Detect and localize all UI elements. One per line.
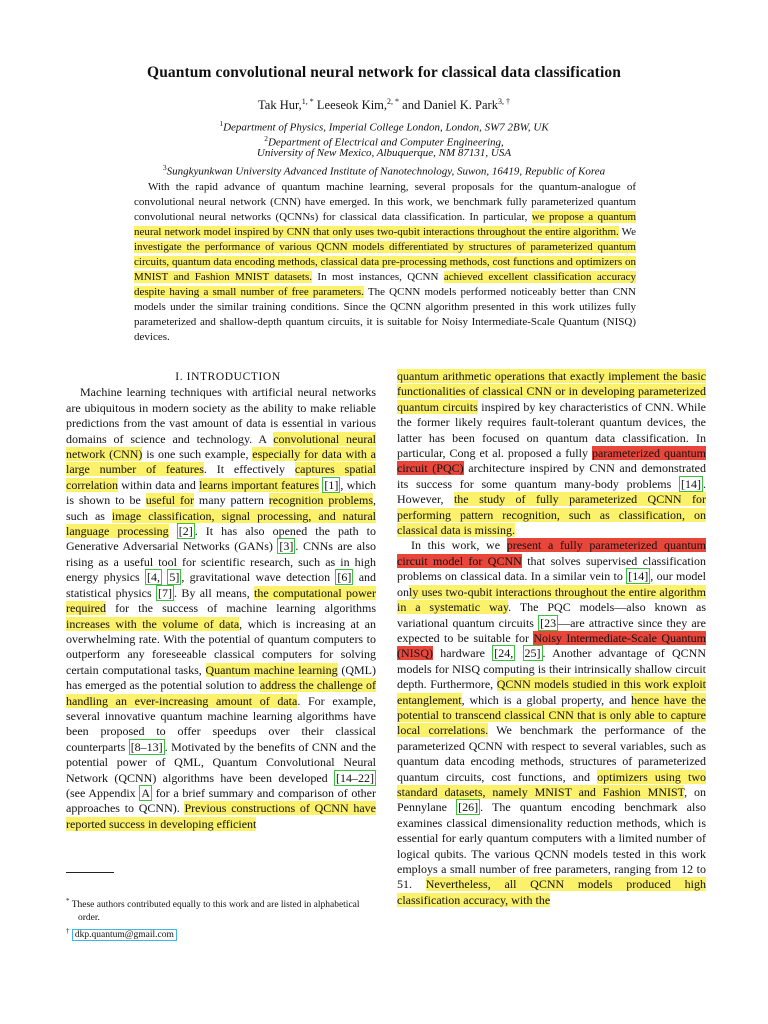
highlight-red: Noisy Intermediate-Scale Quantum (NISQ) <box>397 630 706 661</box>
citation-link[interactable]: [26] <box>458 800 479 815</box>
highlight: Nevertheless, all QCNN models produced high classification accuracy, with the <box>397 877 706 907</box>
citation-link[interactable]: [4, <box>147 570 161 585</box>
citation-link[interactable]: [23 <box>540 615 557 630</box>
citation-link[interactable]: [1] <box>324 477 339 492</box>
author-1: Tak Hur, <box>258 98 302 113</box>
highlight: address the challenge of handling an ever-increasing amount of data <box>66 678 376 708</box>
highlight: Quantum machine learning <box>205 662 338 677</box>
citation-link[interactable]: [7] <box>158 585 173 600</box>
affiliation-3: $^3$Sungkyunkwan University Advanced Institute of Nanotechnology, Suwon, 16419, Republic of Korea <box>162 163 606 178</box>
highlight: captures spatial correlation <box>66 462 376 492</box>
affiliation-2: $^2$Department of Electrical and Computer Engineering, <box>264 134 504 149</box>
highlight: quantum arithmetic operations that exactly implement the basic functionalities of classical CNN or in developing parameterized quantum circuits <box>397 369 706 414</box>
highlight: recognition problems <box>268 493 374 508</box>
author-2: Leeseok Kim, <box>316 98 388 113</box>
email-link[interactable]: dkp.quantum@gmail.com <box>72 929 177 941</box>
author-line <box>0 97 768 113</box>
intro-paragraph: Machine learning techniques with artificial neural networks are ubiquitous in modern society as the ability to make reliable predictions from the vast amount of data is essential in various domains of science and technology. A convolutional neural network (CNN) is one such example, especially for data with a large number of features. It effectively captures spatial correlation within data and learns important features [1] , which is shown to be useful for many pattern recognition problems, such as image classification, signal processing, and natural language processing [2] . It has also opened the path to Generative Adversarial Networks (GANs) [3] . CNNs are also rising as a useful tool for scientific research, such as in high energy physics [4, 5] , gravitational wave detection [6] and statistical physics [7] . By all means, the computational power required for the success of machine learning algorithms increases with the volume of data, which is increasing at an overwhelming rate. With the potential of quantum computers to outperform any foreseeable classical computers for solving certain computational tasks, Quantum machine learning (QML) has emerged as the potential solution to address the challenge of handling an ever-increasing amount of data. For example, several innovative quantum machine learning algorithms have been proposed to offer speedups over their classical counterparts [8–13] . Motivated by the benefits of CNN and the potential power of QML, Quantum Convolutional Neural Network (QCNN) algorithms have been developed [14–22] (see Appendix A for a brief summary and comparison of other approaches to QCNN). Previous constructions of QCNN have reported success in developing efficient <box>66 385 377 831</box>
highlight-red: present a fully parameterized quantum circuit model for QCNN <box>397 538 706 568</box>
appendix-link[interactable]: A <box>141 785 151 800</box>
highlight: investigate the performance of various QCNN models differentiated by structures of parameterized quantum circuits, quantum data encoding methods, classical data pre-processing methods, cost functions and optimizers on MNIST and Fashion MNIST datasets. <box>134 241 636 283</box>
citation-link[interactable]: [14] <box>628 569 649 584</box>
highlight: image classification, signal processing, and natural language processing <box>66 508 376 539</box>
citation-link[interactable]: [3] <box>279 539 294 554</box>
footnote-equal-contribution: * These authors contributed equally to this work and are listed in alphabetical order. <box>66 897 360 923</box>
paper-title: Quantum convolutional neural network for classical data classification <box>147 64 621 81</box>
abstract: With the rapid advance of quantum machine learning, several proposals for the quantum-analogue of convolutional neural network (CNN) have emerged. In this work, we benchmark fully parameterized quantum convolutional neural networks (QCNNs) for classical data classification. In particular, we propose a quantum neural network model inspired by CNN that only uses two-qubit interactions throughout the entire algorithm. We investigate the performance of various QCNN models differentiated by structures of parameterized quantum circuits, quantum data encoding methods, classical data pre-processing methods, cost functions and optimizers on MNIST and Fashion MNIST datasets. In most instances, QCNN achieved excellent classification accuracy despite having a small number of free parameters. The QCNN models performed noticeably better than CNN models under the similar training conditions. Since the QCNN algorithm presented in this work utilizes fully parameterized and shallow-depth quantum circuits, it is suitable for Noisy Intermediate-Scale Quantum (NISQ) devices. <box>134 181 637 343</box>
author-3-marker: 3, † <box>497 97 510 106</box>
highlight: achieved excellent classification accuracy despite having a small number of free parameters. <box>134 271 636 298</box>
highlight: optimizers using two standard datasets, namely MNIST and Fashion MNIST <box>397 769 706 799</box>
work-paragraph: In this work, we present a fully parameterized quantum circuit model for QCNN that solves supervised classification problems on classical data. In a similar vein to [14] , our model only uses two-qubit interactions throughout the entire algorithm in a systematic way. The PQC models—also known as variational quantum circuits [23 —are attractive since they are expected to be suitable for Noisy Intermediate-Scale Quantum (NISQ) hardware [24, 25] . Another advantage of QCNN models for NISQ computing is their intrinsically shallow circuit depth. Furthermore, QCNN models studied in this work exploit entanglement, which is a global property, and hence have the potential to transcend classical CNN that is only able to capture local correlations. We benchmark the performance of the parameterized QCNN with respect to several variables, such as quantum data encoding methods, structures of parameterized quantum circuits, cost functions, and optimizers using two standard datasets, namely MNIST and Fashion MNIST, on Pennylane [26] . The quantum encoding benchmark also examines classical dimensionality reduction methods, which is essential for early quantum computers with a limited number of logical qubits. The various QCNN models tested in this work employs a small number of free parameters, ranging from 12 to 51. Nevertheless, all QCNN models produced high classification accuracy, with the <box>397 538 707 907</box>
footnote-rule <box>66 872 114 873</box>
highlight: the computational power required <box>66 585 377 616</box>
citation-link[interactable]: [2] <box>178 524 193 539</box>
highlight: hence have the potential to transcend classical CNN that is only able to capture local correlations. <box>397 692 706 738</box>
intro-paragraph-cont: quantum arithmetic operations that exactly implement the basic functionalities of classical CNN or in developing parameterized quantum circuits inspired by key characteristics of CNN. While the former likely requires fault-tolerant quantum devices, the latter has been focused on quantum data classification. In particular, Cong et al. proposed a fully parameterized quantum circuit (PQC) architecture inspired by CNN and demonstrated its success for some quantum many-body problems [14] . However, the study of fully parameterized QCNN for performing pattern recognition, such as classification, on classical data is missing. <box>397 369 706 538</box>
highlight: Previous constructions of QCNN have reported success in developing efficient <box>66 801 376 831</box>
highlight: we propose a quantum neural network model inspired by CNN that only uses two-qubit interactions throughout the entire algorithm. <box>134 211 636 238</box>
citation-link[interactable]: [8–13] <box>130 739 163 754</box>
affiliation-1: $^1$Department of Physics, Imperial College London, London, SW7 2BW, UK <box>219 119 549 134</box>
highlight: increases with the volume of data <box>66 616 240 631</box>
citation-link[interactable]: [6] <box>337 570 352 585</box>
highlight: the study of fully parameterized QCNN for performing pattern recognition, such as classification, on classical data is missing. <box>397 492 706 538</box>
citation-link[interactable]: [24, <box>494 646 514 661</box>
highlight: ly uses two-qubit interactions throughout the entire algorithm in a systematic way <box>397 584 706 615</box>
section-heading: I. INTRODUCTION <box>175 371 281 383</box>
highlight: useful for <box>145 493 194 508</box>
citation-link[interactable]: [14–22] <box>336 770 374 785</box>
left-column <box>66 370 376 832</box>
right-column <box>397 369 706 908</box>
citation-link[interactable]: 25] <box>524 646 541 661</box>
author-3: and Daniel K. Park <box>402 98 498 113</box>
affiliation-2-cont: University of New Mexico, Albuquerque, NM 87131, USA <box>256 147 512 159</box>
highlight: especially for data with a large number of features <box>66 447 376 477</box>
citation-link[interactable]: [14] <box>681 476 701 491</box>
highlight: learns important features <box>199 477 320 492</box>
highlight-red: parameterized quantum circuit (PQC) <box>397 446 706 476</box>
author-2-marker: 2, * <box>387 97 400 106</box>
highlight: convolutional neural network (CNN) <box>66 431 376 462</box>
author-1-marker: 1, * <box>301 97 314 106</box>
footnote-email: † dkp.quantum@gmail.com <box>66 925 376 942</box>
highlight: QCNN models studied in this work exploit entanglement <box>397 677 706 707</box>
footnotes <box>66 895 376 942</box>
citation-link[interactable]: 5] <box>169 570 180 585</box>
